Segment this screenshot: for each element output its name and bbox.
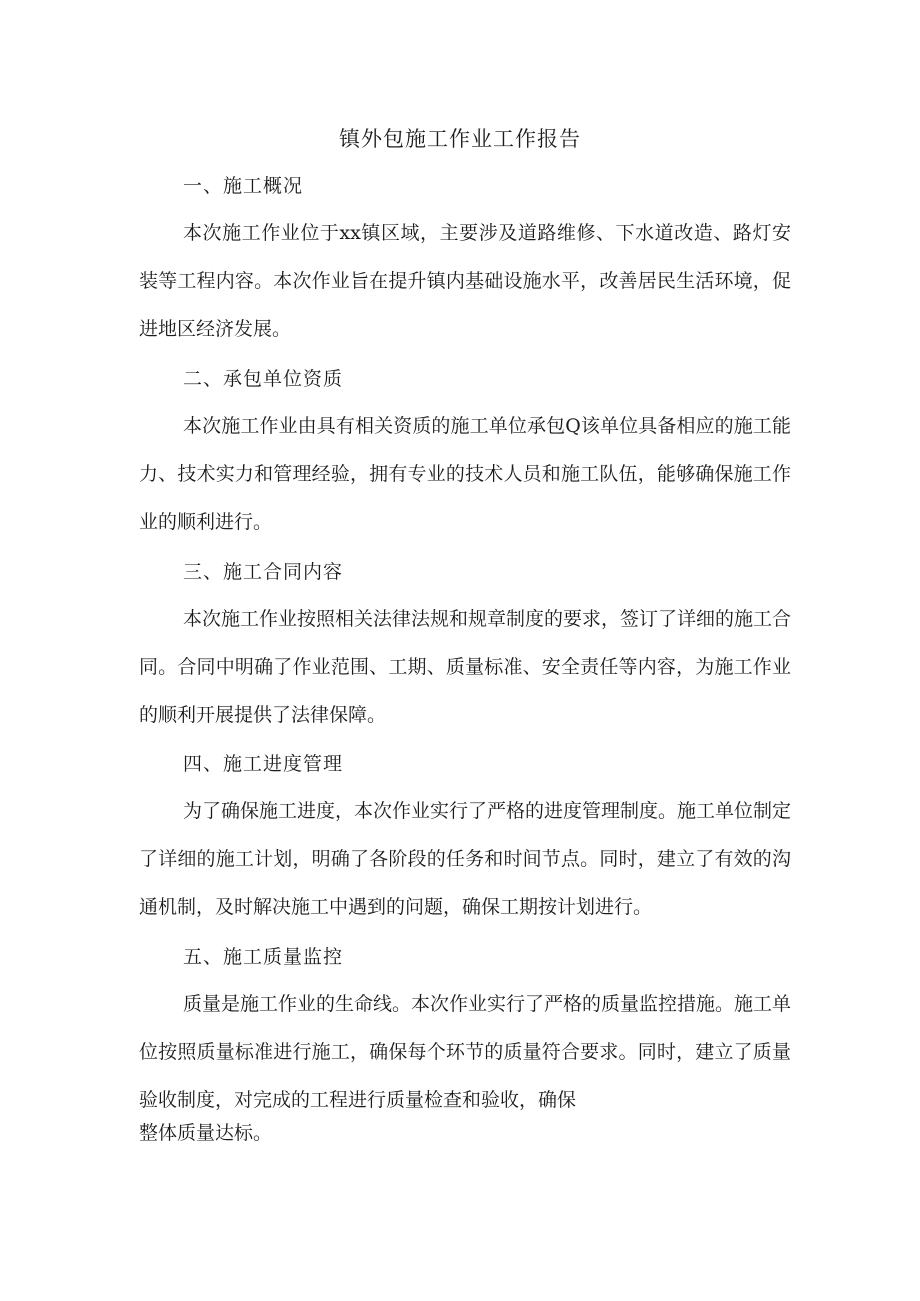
section-4-body: 为了确保施工进度，本次作业实行了严格的进度管理制度。施工单位制定了详细的施工计划，明确了各阶段的任务和时间节点。同时，建立了有效的沟通机制，及时解决施工中遇到的问题，确保工期按计划进行。 [139, 800, 792, 918]
section-4-heading: 四、施工进度管理 [183, 753, 344, 775]
section-1-heading: 一、施工概况 [183, 175, 304, 197]
section-3-body: 本次施工作业按照相关法律法规和规章制度的要求，签订了详细的施工合同。合同中明确了作业范围、工期、质量标准、安全责任等内容，为施工作业的顺利开展提供了法律保障。 [139, 608, 792, 726]
section-1-body: 本次施工作业位于xx镇区域，主要涉及道路维修、下水道改造、路灯安装等工程内容。本次作业旨在提升镇内基础设施水平，改善居民生活环境，促进地区经济发展。 [139, 222, 791, 340]
document-title: 镇外包施工作业工作报告 [339, 127, 581, 151]
section-2-heading: 二、承包单位资质 [183, 368, 344, 390]
section-5-body: 质量是施工作业的生命线。本次作业实行了严格的质量监控措施。施工单位按照质量标准进行施工，确保每个环节的质量符合要求。同时，建立了质量验收制度，对完成的工程进行质量检查和验收，确保 [139, 993, 792, 1111]
section-3-heading: 三、施工合同内容 [183, 561, 344, 583]
section-5-heading: 五、施工质量监控 [183, 946, 344, 968]
section-5-tail: 整体质量达标。 [139, 1122, 273, 1144]
section-2-body: 本次施工作业由具有相关资质的施工单位承包Q该单位具备相应的施工能力、技术实力和管理经验，拥有专业的技术人员和施工队伍，能够确保施工作业的顺利进行。 [139, 415, 791, 533]
